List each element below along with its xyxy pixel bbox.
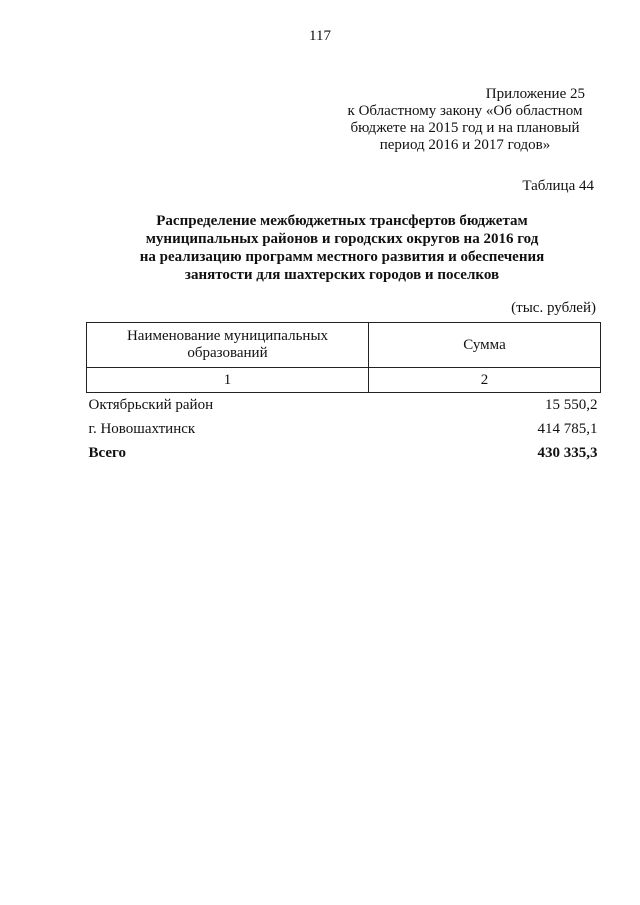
title-line: Распределение межбюджетных трансфертов бюджетам bbox=[156, 213, 528, 229]
column-number: 1 bbox=[87, 368, 369, 393]
title-line: занятости для шахтерских городов и поселков bbox=[184, 267, 500, 283]
table-row bbox=[87, 393, 601, 418]
total-label: Всего bbox=[88, 444, 126, 461]
title-line: муниципальных районов и городских округов на 2016 год bbox=[145, 231, 539, 247]
units-label: (тыс. рублей) bbox=[511, 300, 596, 316]
column-number-row bbox=[87, 368, 601, 393]
appendix-title: Приложение 25 bbox=[485, 86, 585, 102]
title-line: на реализацию программ местного развития и обеспечения bbox=[139, 249, 545, 265]
municipality-name: г. Новошахтинск bbox=[88, 420, 196, 437]
column-number: 2 bbox=[369, 368, 601, 393]
appendix-note bbox=[335, 86, 595, 154]
appendix-line: бюджете на 2015 год и на плановый bbox=[350, 120, 580, 136]
appendix-line: к Областному закону «Об областном bbox=[347, 103, 583, 119]
header-sum: Сумма bbox=[369, 323, 601, 368]
total-value: 430 335,3 bbox=[537, 444, 598, 461]
header-row bbox=[87, 323, 601, 368]
amount-value: 414 785,1 bbox=[537, 420, 598, 437]
total-row bbox=[87, 441, 601, 465]
transfers-table bbox=[86, 322, 601, 465]
document-title bbox=[86, 212, 598, 284]
amount-value: 15 550,2 bbox=[545, 396, 598, 413]
table-row bbox=[87, 417, 601, 441]
header-name: Наименование муниципальных образований bbox=[87, 323, 369, 368]
page-number: 117 bbox=[309, 28, 331, 44]
municipality-name: Октябрьский район bbox=[88, 396, 214, 413]
appendix-line: период 2016 и 2017 годов» bbox=[379, 137, 551, 153]
table-number: Таблица 44 bbox=[522, 178, 594, 194]
